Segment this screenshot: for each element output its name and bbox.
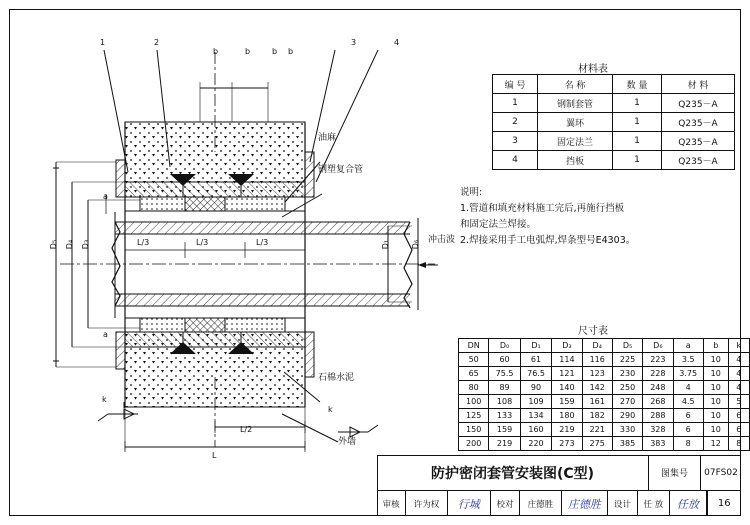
material-table [492, 74, 735, 170]
table-row [459, 381, 750, 395]
cell: 200 [459, 437, 489, 451]
cell: 10 [703, 423, 728, 437]
dim-col-dn: DN [459, 339, 489, 353]
table-row [459, 437, 750, 451]
dim-D5-left: D₅ [49, 239, 59, 250]
annotation-steel-plastic-pipe: 钢塑复合管 [318, 165, 364, 175]
cell: 6 [673, 409, 703, 423]
cell: 273 [552, 437, 582, 451]
design-name: 任 放 [638, 491, 671, 516]
cell: 159 [489, 423, 520, 437]
cell: 挡板 [538, 151, 613, 170]
cell: 固定法兰 [538, 132, 613, 151]
cell: 2 [493, 113, 538, 132]
review-label: 审核 [377, 491, 406, 516]
cell: 223 [643, 353, 673, 367]
cell: 180 [552, 409, 582, 423]
dim-b-1: b [213, 47, 219, 56]
dim-l3-1: L/3 [137, 238, 150, 247]
cell: 109 [520, 395, 551, 409]
dim-b-3: b [272, 47, 278, 56]
cell: 328 [643, 423, 673, 437]
cell: 108 [489, 395, 520, 409]
cell: 221 [582, 423, 612, 437]
cell: 4.5 [673, 395, 703, 409]
cell: 288 [643, 409, 673, 423]
cell: 219 [552, 423, 582, 437]
dim-L: L [212, 451, 217, 460]
cell: Q235－A [662, 113, 735, 132]
cell: 8 [728, 437, 749, 451]
dim-col-d0: D₀ [489, 339, 520, 353]
dim-l3-3: L/3 [256, 238, 269, 247]
cell: 228 [643, 367, 673, 381]
cell: 10 [703, 409, 728, 423]
cell: 钢制套管 [538, 94, 613, 113]
cell: 翼环 [538, 113, 613, 132]
table-row [459, 395, 750, 409]
material-table-title: 材料表 [578, 64, 608, 75]
cell: Q235－A [662, 94, 735, 113]
cell: 275 [582, 437, 612, 451]
signature-row [377, 491, 741, 516]
table-row [459, 367, 750, 381]
cell: 1 [613, 132, 662, 151]
cell: 219 [489, 437, 520, 451]
cell: 220 [520, 437, 551, 451]
cell: 385 [612, 437, 642, 451]
cell: 290 [612, 409, 642, 423]
cell: 1 [613, 151, 662, 170]
cell: 61 [520, 353, 551, 367]
table-row [459, 353, 750, 367]
cell: 76.5 [520, 367, 551, 381]
cell: 123 [582, 367, 612, 381]
cell: 121 [552, 367, 582, 381]
cell: 3.75 [673, 367, 703, 381]
cell: 6 [728, 423, 749, 437]
cell: 4 [728, 367, 749, 381]
cell: 4 [493, 151, 538, 170]
dim-D6-right: D₆ [411, 239, 421, 250]
table-row [493, 113, 735, 132]
weld-k-right: k [328, 405, 333, 414]
cell: 60 [489, 353, 520, 367]
page-number: 16 [707, 491, 742, 516]
cell: 6 [728, 409, 749, 423]
dim-l2: L/2 [240, 425, 253, 434]
cell: 142 [582, 381, 612, 395]
cell: 270 [612, 395, 642, 409]
callout-3: 3 [351, 38, 357, 47]
dim-b-2: b [245, 47, 251, 56]
cell: 10 [703, 381, 728, 395]
cell: 125 [459, 409, 489, 423]
cell: 116 [582, 353, 612, 367]
cell: 268 [643, 395, 673, 409]
design-label: 设计 [608, 491, 637, 516]
design-signature: 任放 [670, 491, 706, 516]
cell: 230 [612, 367, 642, 381]
atlas-code-value: 07FS02 [701, 455, 741, 491]
notes-line-1: 1.管道和填充材料施工完后,再施行挡板 [460, 203, 625, 214]
cell: 100 [459, 395, 489, 409]
cell: Q235－A [662, 151, 735, 170]
table-row [493, 94, 735, 113]
cell: 114 [552, 353, 582, 367]
table-row [459, 423, 750, 437]
cell: 1 [613, 94, 662, 113]
mat-col-name: 名 称 [538, 75, 613, 94]
cell: 65 [459, 367, 489, 381]
annotation-oil-hemp: 油麻 [318, 133, 337, 143]
mat-col-qty: 数 量 [613, 75, 662, 94]
dim-col-d3: D₃ [552, 339, 582, 353]
cell: 90 [520, 381, 551, 395]
cell: 248 [643, 381, 673, 395]
cell: 8 [673, 437, 703, 451]
dimension-table [458, 338, 750, 451]
cell: 133 [489, 409, 520, 423]
cell: 140 [552, 381, 582, 395]
table-header-row [459, 339, 750, 353]
cell: 80 [459, 381, 489, 395]
cell: 5 [728, 395, 749, 409]
table-row [493, 132, 735, 151]
review-signature: 行城 [448, 491, 491, 516]
dim-col-d5: D₅ [612, 339, 642, 353]
cell: 182 [582, 409, 612, 423]
cell: 10 [703, 395, 728, 409]
dim-D4-left: D₄ [65, 239, 75, 250]
dim-col-d4: D₄ [582, 339, 612, 353]
check-label: 校对 [491, 491, 520, 516]
drawing-title: 防护密闭套管安装图(C型) [377, 455, 649, 491]
callout-1: 1 [100, 38, 106, 47]
dim-b-4: b [288, 47, 294, 56]
weld-k-left: k [102, 395, 107, 404]
mat-col-material: 材 料 [662, 75, 735, 94]
review-name: 许为权 [406, 491, 447, 516]
cell: 150 [459, 423, 489, 437]
cell: 159 [552, 395, 582, 409]
cell: 50 [459, 353, 489, 367]
dim-D1-right: D₁ [381, 239, 391, 250]
annotation-asbestos-cement: 石棉水泥 [318, 373, 355, 383]
dim-col-b: b [703, 339, 728, 353]
table-header-row [493, 75, 735, 94]
dim-col-d1: D₁ [520, 339, 551, 353]
cell: 383 [643, 437, 673, 451]
cell: 134 [520, 409, 551, 423]
cell: 6 [673, 423, 703, 437]
cell: 75.5 [489, 367, 520, 381]
notes-block [460, 185, 735, 249]
cell: 12 [703, 437, 728, 451]
notes-line-3: 2.焊接采用手工电弧焊,焊条型号E4303。 [460, 235, 636, 246]
cell: 4 [728, 381, 749, 395]
dim-col-d6: D₆ [643, 339, 673, 353]
cell: 250 [612, 381, 642, 395]
dim-col-k: k [728, 339, 749, 353]
cell: 160 [520, 423, 551, 437]
dim-col-a: a [673, 339, 703, 353]
dim-table-title: 尺寸表 [578, 326, 608, 337]
dim-l3-2: L/3 [196, 238, 209, 247]
notes-title: 说明: [460, 187, 483, 198]
annotation-impact-wave: 冲击波 [428, 235, 456, 245]
table-row [459, 409, 750, 423]
sectional-drawing [20, 22, 460, 452]
check-signature: 庄德胜 [562, 491, 609, 516]
callout-2: 2 [154, 38, 160, 47]
cell: 1 [613, 113, 662, 132]
cell: 330 [612, 423, 642, 437]
check-name: 庄德胜 [520, 491, 561, 516]
cell: 10 [703, 367, 728, 381]
cell: 4 [673, 381, 703, 395]
cell: 10 [703, 353, 728, 367]
mat-col-no: 编 号 [493, 75, 538, 94]
dim-D3-left: D₃ [81, 239, 91, 250]
cell: Q235－A [662, 132, 735, 151]
dim-a-left: a [103, 192, 108, 201]
dim-a-right: a [103, 330, 108, 339]
cell: 161 [582, 395, 612, 409]
cell: 3.5 [673, 353, 703, 367]
annotation-outer-wall: 外墙 [338, 437, 357, 447]
atlas-code-label: 图集号 [649, 455, 701, 491]
cell: 225 [612, 353, 642, 367]
notes-line-2: 和固定法兰焊接。 [460, 219, 537, 230]
cell: 1 [493, 94, 538, 113]
callout-4: 4 [394, 38, 400, 47]
table-row [493, 151, 735, 170]
cell: 89 [489, 381, 520, 395]
cell: 4 [728, 353, 749, 367]
cell: 3 [493, 132, 538, 151]
